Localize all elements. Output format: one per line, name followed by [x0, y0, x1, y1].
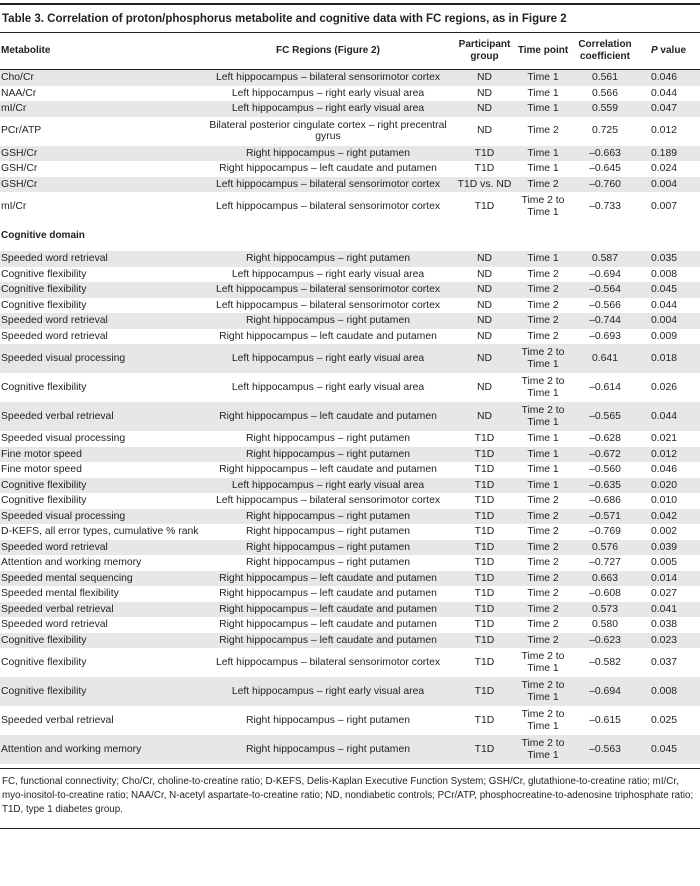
row-label: Speeded word retrieval: [0, 313, 200, 329]
correlation-coefficient: 0.725: [591, 125, 618, 137]
fc-region: Right hippocampus – right putamen: [245, 526, 411, 537]
correlation-coefficient: –0.582: [589, 656, 621, 668]
row-label: Speeded word retrieval: [1, 330, 108, 342]
participant-group: T1D: [456, 447, 513, 463]
p-value: 0.041: [637, 602, 700, 618]
correlation-coefficient: –0.628: [589, 433, 621, 444]
time-point: Time 2: [527, 330, 559, 342]
p-value: 0.026: [651, 381, 678, 393]
correlation-coefficient: –0.614: [589, 381, 621, 393]
correlation-coefficient: 0.641: [573, 344, 637, 373]
row-label: Cognitive flexibility: [1, 299, 87, 311]
row-label: D-KEFS, all error types, cumulative % rank: [1, 526, 199, 537]
fc-region: Right hippocampus – right putamen: [200, 146, 456, 162]
table-row: [0, 192, 700, 221]
correlation-coefficient: –0.645: [589, 163, 621, 174]
participant-group: T1D: [456, 146, 513, 162]
row-label: Speeded verbal retrieval: [0, 402, 200, 431]
participant-group: ND: [476, 299, 492, 311]
table-row: [0, 251, 700, 267]
header-p-value: [637, 33, 700, 70]
table-row: [0, 161, 700, 177]
correlation-coefficient: –0.565: [573, 402, 637, 431]
table-row: [0, 344, 700, 373]
p-value: 0.046: [637, 70, 700, 86]
fc-region: Left hippocampus – right early visual area: [200, 101, 456, 117]
table-row: [0, 402, 700, 431]
table-row: [0, 586, 700, 602]
participant-group: T1D: [474, 557, 495, 568]
p-value: 0.038: [651, 619, 678, 630]
correlation-coefficient: –0.694: [573, 677, 637, 706]
time-point: Time 2: [513, 282, 573, 298]
row-label: Speeded mental flexibility: [1, 588, 119, 599]
row-label: Speeded mental sequencing: [0, 571, 200, 587]
fc-region: Left hippocampus – bilateral sensorimotor cortex: [215, 200, 441, 212]
header-time-point: Time point: [513, 33, 573, 70]
fc-region: Right hippocampus – left caudate and putamen: [200, 602, 456, 618]
row-label: Speeded verbal retrieval: [0, 602, 200, 618]
participant-group: ND: [456, 101, 513, 117]
correlation-coefficient: –0.760: [573, 177, 637, 193]
table-row: [0, 282, 700, 298]
fc-region: Left hippocampus – right early visual area: [200, 677, 456, 706]
correlation-coefficient: –0.686: [589, 495, 621, 506]
table-row: [0, 617, 700, 633]
table-row: [0, 86, 700, 102]
time-point: Time 2: [527, 557, 559, 568]
row-label: GSH/Cr: [0, 146, 200, 162]
time-point: Time 2 to Time 1: [521, 376, 565, 399]
p-value: 0.012: [651, 125, 678, 137]
p-value: 0.020: [637, 478, 700, 494]
fc-region: Right hippocampus – left caudate and putamen: [219, 464, 437, 475]
correlation-coefficient: –0.727: [589, 557, 621, 568]
table-row: [0, 493, 700, 509]
row-label: mI/Cr: [0, 101, 200, 117]
p-value: 0.002: [651, 526, 678, 537]
table-row: [0, 298, 700, 314]
fc-region: Left hippocampus – right early visual area: [231, 268, 425, 280]
table-row: [0, 267, 700, 283]
participant-group: T1D: [474, 163, 495, 174]
time-point: Time 2: [513, 540, 573, 556]
participant-group: T1D: [456, 677, 513, 706]
table-row: [0, 478, 700, 494]
fc-region: Right hippocampus – right putamen: [200, 251, 456, 267]
time-point: Time 2: [527, 299, 559, 311]
row-label: Cognitive flexibility: [0, 633, 200, 649]
p-value: 0.018: [637, 344, 700, 373]
fc-region: Right hippocampus – left caudate and putamen: [200, 402, 456, 431]
time-point: Time 1: [513, 146, 573, 162]
table-row: [0, 602, 700, 618]
fc-region: Left hippocampus – right early visual area: [200, 478, 456, 494]
time-point: Time 1: [513, 70, 573, 86]
table-row: [0, 313, 700, 329]
correlation-coefficient: –0.693: [589, 330, 621, 342]
fc-region: Right hippocampus – right putamen: [200, 540, 456, 556]
time-point: Time 2 to Time 1: [513, 344, 573, 373]
table-row: [0, 177, 700, 193]
table-row: [0, 633, 700, 649]
p-value: 0.047: [637, 101, 700, 117]
correlation-coefficient: –0.564: [573, 282, 637, 298]
p-value: 0.012: [637, 447, 700, 463]
correlation-coefficient: 0.559: [573, 101, 637, 117]
row-label: Speeded word retrieval: [0, 540, 200, 556]
time-point: Time 2: [513, 509, 573, 525]
participant-group: ND: [476, 381, 492, 393]
participant-group: T1D: [456, 735, 513, 764]
time-point: Time 2 to Time 1: [513, 402, 573, 431]
participant-group: ND: [456, 313, 513, 329]
participant-group: T1D: [474, 619, 495, 630]
row-label: Cognitive flexibility: [0, 478, 200, 494]
row-label: GSH/Cr: [0, 177, 200, 193]
correlation-coefficient: –0.566: [589, 299, 621, 311]
row-label: Cognitive flexibility: [1, 656, 87, 668]
p-value: 0.008: [651, 268, 678, 280]
p-value: 0.035: [637, 251, 700, 267]
fc-region: Right hippocampus – left caudate and putamen: [200, 633, 456, 649]
participant-group: T1D: [456, 571, 513, 587]
fc-region: Right hippocampus – right putamen: [200, 735, 456, 764]
table-row: [0, 735, 700, 764]
fc-region: Left hippocampus – bilateral sensorimotor cortex: [200, 70, 456, 86]
row-label: Speeded word retrieval: [0, 251, 200, 267]
row-label: Cognitive flexibility: [1, 495, 87, 506]
time-point: Time 2: [527, 495, 559, 506]
p-value: 0.021: [651, 433, 678, 444]
fc-region: Left hippocampus – bilateral sensorimotor cortex: [215, 299, 441, 311]
participant-group: T1D: [474, 588, 495, 599]
table-row: [0, 555, 700, 571]
correlation-coefficient: –0.571: [573, 509, 637, 525]
fc-region: Right hippocampus – right putamen: [245, 557, 411, 568]
row-label: PCr/ATP: [1, 125, 42, 137]
p-value: 0.037: [651, 656, 678, 668]
fc-region: Left hippocampus – bilateral sensorimotor cortex: [215, 656, 441, 668]
p-value: 0.044: [651, 87, 678, 99]
p-value: 0.039: [637, 540, 700, 556]
time-point: Time 2: [513, 571, 573, 587]
p-value: 0.027: [651, 588, 678, 599]
participant-group: T1D: [456, 633, 513, 649]
correlation-coefficient: 0.580: [591, 619, 618, 630]
p-value: 0.014: [637, 571, 700, 587]
correlation-coefficient: 0.663: [573, 571, 637, 587]
p-italic: P: [650, 45, 658, 56]
fc-region: Left hippocampus – bilateral sensorimotor cortex: [215, 495, 441, 506]
participant-group: ND: [476, 268, 492, 280]
row-label: Cognitive flexibility: [0, 677, 200, 706]
time-point: Time 1: [513, 101, 573, 117]
correlation-coefficient: –0.663: [573, 146, 637, 162]
time-point: Time 2: [527, 619, 559, 630]
p-value: 0.004: [637, 313, 700, 329]
correlation-coefficient: 0.573: [573, 602, 637, 618]
row-label: mI/Cr: [1, 200, 27, 212]
table-row: [0, 571, 700, 587]
participant-group: ND: [456, 251, 513, 267]
p-value: 0.009: [651, 330, 678, 342]
fc-region: Left hippocampus – bilateral sensorimotor cortex: [200, 282, 456, 298]
participant-group: T1D: [474, 200, 495, 212]
table-row: [0, 677, 700, 706]
fc-region: Right hippocampus – left caudate and putamen: [200, 571, 456, 587]
p-value: 0.005: [651, 557, 678, 568]
fc-region: Right hippocampus – right putamen: [245, 433, 411, 444]
time-point: Time 1: [513, 447, 573, 463]
row-label: GSH/Cr: [1, 163, 38, 174]
p-value: 0.044: [637, 402, 700, 431]
correlation-coefficient: –0.635: [573, 478, 637, 494]
table-footnote: FC, functional connectivity; Cho/Cr, choline-to-creatine ratio; D-KEFS, Delis-Kaplan Executive Function System; GSH/Cr, glutathione-to-creatine ratio; mI/Cr, myo-inositol-to-creatine ratio; NAA/Cr, N-acetyl aspartate-to-creatine ratio; ND, nondiabetic controls; PCr/ATP, phosphocreatine-to-adenosine triphosphate ratio; T1D, type 1 diabetes group.: [2, 776, 694, 815]
time-point: Time 2 to Time 1: [521, 651, 565, 674]
p-value: 0.045: [637, 282, 700, 298]
time-point: Time 2 to Time 1: [513, 735, 573, 764]
correlation-table: [0, 33, 700, 764]
header-row: [0, 33, 700, 70]
table-body: [0, 70, 700, 765]
correlation-coefficient: –0.563: [573, 735, 637, 764]
row-label: Fine motor speed: [0, 447, 200, 463]
time-point: Time 2: [527, 268, 559, 280]
p-value: 0.044: [651, 299, 678, 311]
p-value: 0.025: [651, 714, 678, 726]
time-point: Time 2: [527, 588, 559, 599]
time-point: Time 2: [513, 313, 573, 329]
table-row: [0, 101, 700, 117]
table-row: [0, 447, 700, 463]
participant-group: ND: [476, 330, 492, 342]
correlation-coefficient: –0.608: [589, 588, 621, 599]
time-point: Time 2: [513, 633, 573, 649]
table-row: [0, 146, 700, 162]
participant-group: T1D: [474, 433, 495, 444]
row-label: Attention and working memory: [0, 735, 200, 764]
row-label: Cognitive flexibility: [0, 282, 200, 298]
header-metabolite: Metabolite: [0, 33, 200, 70]
fc-region: Right hippocampus – left caudate and putamen: [219, 588, 437, 599]
time-point: Time 2: [527, 526, 559, 537]
row-label: Speeded visual processing: [1, 433, 126, 444]
fc-region: Left hippocampus – right early visual area: [231, 87, 425, 99]
time-point: Time 2 to Time 1: [513, 677, 573, 706]
correlation-coefficient: –0.672: [573, 447, 637, 463]
row-label: NAA/Cr: [1, 87, 37, 99]
time-point: Time 1: [527, 163, 559, 174]
time-point: Time 2: [527, 125, 559, 137]
fc-region: Right hippocampus – left caudate and putamen: [219, 163, 437, 174]
time-point: Time 2 to Time 1: [521, 709, 565, 732]
section-row: [0, 221, 700, 251]
section-cognitive-domain: Cognitive domain: [1, 230, 85, 242]
header-correlation-coefficient: Correlation coefficient: [573, 33, 637, 70]
correlation-coefficient: –0.733: [589, 200, 621, 212]
correlation-coefficient: –0.694: [589, 268, 621, 280]
participant-group: T1D: [456, 509, 513, 525]
p-value: 0.024: [651, 163, 678, 174]
correlation-coefficient: 0.561: [573, 70, 637, 86]
p-rest: value: [657, 45, 687, 56]
correlation-coefficient: 0.576: [573, 540, 637, 556]
fc-region: Left hippocampus – right early visual area: [231, 381, 425, 393]
row-label: Cognitive flexibility: [1, 268, 87, 280]
p-value: 0.010: [651, 495, 678, 506]
row-label: Fine motor speed: [1, 464, 82, 475]
p-value: 0.007: [651, 200, 678, 212]
fc-region: Right hippocampus – right putamen: [200, 509, 456, 525]
time-point: Time 2 to Time 1: [521, 195, 565, 218]
table-row: [0, 329, 700, 345]
participant-group: T1D: [474, 714, 495, 726]
participant-group: ND: [476, 125, 492, 137]
p-value: 0.045: [637, 735, 700, 764]
fc-region: Right hippocampus – left caudate and putamen: [219, 619, 437, 630]
fc-region: Bilateral posterior cingulate cortex – right precentral gyrus: [209, 119, 447, 142]
row-label: Speeded word retrieval: [1, 619, 108, 630]
p-value: 0.189: [637, 146, 700, 162]
fc-region: Right hippocampus – left caudate and putamen: [219, 330, 437, 342]
participant-group: T1D: [474, 464, 495, 475]
fc-region: Left hippocampus – right early visual area: [200, 344, 456, 373]
participant-group: T1D: [456, 540, 513, 556]
time-point: Time 1: [513, 251, 573, 267]
participant-group: ND: [456, 282, 513, 298]
participant-group: T1D: [474, 526, 495, 537]
p-value: 0.042: [637, 509, 700, 525]
table-title: Table 3. Correlation of proton/phosphorus metabolite and cognitive data with FC regions, as in Figure 2: [2, 13, 567, 25]
row-label: Cognitive flexibility: [1, 381, 87, 393]
row-label: Speeded verbal retrieval: [1, 714, 114, 726]
end-rule: [0, 828, 700, 829]
table-row: [0, 462, 700, 478]
table-row: [0, 706, 700, 735]
correlation-coefficient: 0.566: [591, 87, 618, 99]
time-point: Time 1: [513, 478, 573, 494]
row-label: Attention and working memory: [1, 557, 142, 568]
correlation-coefficient: –0.560: [589, 464, 621, 475]
fc-region: Right hippocampus – right putamen: [200, 313, 456, 329]
table-row: [0, 431, 700, 447]
header-fc-regions: FC Regions (Figure 2): [200, 33, 456, 70]
correlation-coefficient: –0.615: [589, 714, 621, 726]
table-row: [0, 648, 700, 677]
participant-group: ND: [476, 87, 492, 99]
header-participant-group: Participant group: [456, 33, 513, 70]
table-row: [0, 524, 700, 540]
table-row: [0, 117, 700, 146]
row-label: Cho/Cr: [0, 70, 200, 86]
participant-group: T1D: [474, 495, 495, 506]
time-point: Time 2: [513, 177, 573, 193]
p-value: 0.008: [637, 677, 700, 706]
correlation-coefficient: –0.744: [573, 313, 637, 329]
participant-group: ND: [456, 402, 513, 431]
correlation-coefficient: –0.623: [573, 633, 637, 649]
table-page: [0, 3, 700, 829]
time-point: Time 1: [527, 87, 559, 99]
table-row: [0, 373, 700, 402]
participant-group: ND: [456, 70, 513, 86]
correlation-coefficient: 0.587: [573, 251, 637, 267]
time-point: Time 1: [527, 433, 559, 444]
fc-region: Left hippocampus – bilateral sensorimotor cortex: [200, 177, 456, 193]
participant-group: T1D: [456, 602, 513, 618]
participant-group: T1D vs. ND: [456, 177, 513, 193]
time-point: Time 1: [527, 464, 559, 475]
p-value: 0.004: [637, 177, 700, 193]
fc-region: Right hippocampus – right putamen: [200, 447, 456, 463]
table-row: [0, 70, 700, 86]
time-point: Time 2: [513, 602, 573, 618]
p-value: 0.046: [651, 464, 678, 475]
row-label: Speeded visual processing: [0, 344, 200, 373]
p-value: 0.023: [637, 633, 700, 649]
correlation-coefficient: –0.769: [589, 526, 621, 537]
participant-group: T1D: [474, 656, 495, 668]
table-row: [0, 540, 700, 556]
participant-group: T1D: [456, 478, 513, 494]
fc-region: Right hippocampus – right putamen: [245, 714, 411, 726]
row-label: Speeded visual processing: [0, 509, 200, 525]
table-row: [0, 509, 700, 525]
participant-group: ND: [456, 344, 513, 373]
